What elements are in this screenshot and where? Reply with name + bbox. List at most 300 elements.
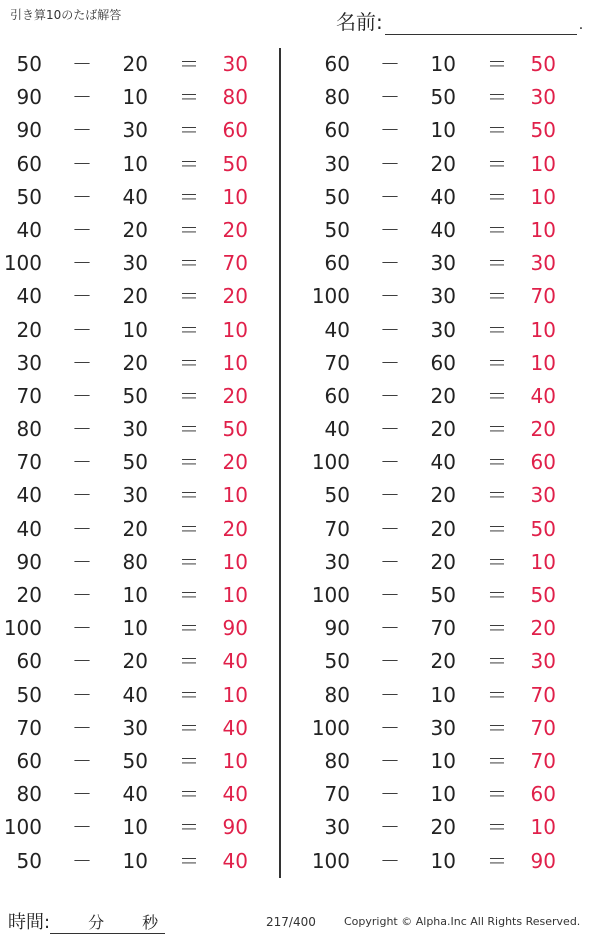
- minus-sign: －: [72, 184, 92, 209]
- minus-sign: －: [380, 85, 400, 110]
- problem-row: [0, 280, 270, 313]
- problem-row: [0, 81, 270, 114]
- minuend: 100: [311, 715, 350, 740]
- minus-sign: －: [72, 715, 92, 740]
- equals-sign: ＝: [487, 715, 507, 740]
- equals-sign: ＝: [179, 118, 199, 143]
- minus-sign: －: [380, 616, 400, 641]
- answer: 90: [530, 848, 556, 873]
- equals-sign: ＝: [487, 649, 507, 674]
- answer: 30: [222, 52, 248, 76]
- answer: 10: [530, 317, 556, 342]
- equals-sign: ＝: [487, 151, 507, 176]
- left-problem-column: [0, 48, 270, 878]
- subtrahend: 10: [122, 151, 148, 176]
- answer: 10: [530, 184, 556, 209]
- minus-sign: －: [72, 516, 92, 541]
- equals-sign: ＝: [179, 317, 199, 342]
- subtrahend: 30: [122, 118, 148, 143]
- minuend: 90: [324, 616, 350, 641]
- minus-sign: －: [380, 782, 400, 807]
- equals-sign: ＝: [179, 217, 199, 242]
- subtrahend: 20: [430, 383, 456, 408]
- subtrahend: 50: [122, 450, 148, 475]
- minuend: 100: [311, 450, 350, 475]
- problem-row: [0, 845, 270, 878]
- minuend: 70: [16, 715, 42, 740]
- problem-row: [308, 612, 578, 645]
- answer: 10: [222, 184, 248, 209]
- equals-sign: ＝: [179, 151, 199, 176]
- minus-sign: －: [72, 815, 92, 840]
- minuend: 100: [311, 583, 350, 607]
- problem-row: [0, 745, 270, 778]
- subtrahend: 30: [430, 284, 456, 309]
- equals-sign: ＝: [179, 549, 199, 574]
- minuend: 40: [16, 483, 42, 508]
- answer: 40: [222, 848, 248, 873]
- answer: 30: [530, 649, 556, 674]
- minus-sign: －: [72, 848, 92, 873]
- answer: 50: [222, 417, 248, 442]
- problem-row: [0, 612, 270, 645]
- minuend: 60: [324, 52, 350, 76]
- problem-row: [0, 479, 270, 512]
- subtrahend: 40: [122, 682, 148, 707]
- equals-sign: ＝: [179, 417, 199, 442]
- minuend: 100: [311, 284, 350, 309]
- minus-sign: －: [380, 450, 400, 475]
- equals-sign: ＝: [179, 848, 199, 873]
- problem-row: [308, 413, 578, 446]
- minuend: 80: [324, 85, 350, 110]
- minuend: 60: [16, 151, 42, 176]
- subtrahend: 30: [430, 715, 456, 740]
- equals-sign: ＝: [487, 450, 507, 475]
- problem-row: [308, 579, 578, 612]
- equals-sign: ＝: [487, 383, 507, 408]
- subtrahend: 20: [430, 483, 456, 508]
- minus-sign: －: [72, 284, 92, 309]
- minuend: 80: [16, 417, 42, 442]
- minuend: 100: [3, 251, 42, 276]
- page-number: 217/400: [266, 915, 316, 929]
- subtrahend: 30: [430, 251, 456, 276]
- problem-row: [0, 546, 270, 579]
- problem-row: [0, 645, 270, 678]
- problem-row: [0, 380, 270, 413]
- minuend: 60: [324, 383, 350, 408]
- minus-sign: －: [380, 350, 400, 375]
- problem-row: [0, 679, 270, 712]
- minus-sign: －: [380, 549, 400, 574]
- equals-sign: ＝: [487, 350, 507, 375]
- minuend: 100: [3, 815, 42, 840]
- minuend: 90: [16, 118, 42, 143]
- problem-row: [308, 778, 578, 811]
- answer: 70: [222, 251, 248, 276]
- equals-sign: ＝: [179, 450, 199, 475]
- problem-row: [0, 214, 270, 247]
- minuend: 70: [324, 782, 350, 807]
- minus-sign: －: [72, 317, 92, 342]
- minuend: 40: [16, 516, 42, 541]
- subtrahend: 40: [122, 184, 148, 209]
- subtrahend: 10: [122, 815, 148, 840]
- equals-sign: ＝: [487, 217, 507, 242]
- minus-sign: －: [72, 151, 92, 176]
- name-line: [385, 14, 577, 35]
- answer: 10: [530, 350, 556, 375]
- subtrahend: 20: [122, 649, 148, 674]
- problem-row: [0, 513, 270, 546]
- equals-sign: ＝: [179, 748, 199, 773]
- problem-row: [308, 446, 578, 479]
- problem-row: [308, 513, 578, 546]
- problem-row: [308, 811, 578, 844]
- minuend: 70: [16, 383, 42, 408]
- answer: 80: [222, 85, 248, 110]
- answer: 10: [222, 549, 248, 574]
- equals-sign: ＝: [487, 417, 507, 442]
- subtrahend: 30: [122, 417, 148, 442]
- subtrahend: 40: [430, 184, 456, 209]
- minus-sign: －: [72, 782, 92, 807]
- answer: 70: [530, 748, 556, 773]
- answer: 90: [222, 616, 248, 641]
- answer: 20: [222, 516, 248, 541]
- minus-sign: －: [380, 417, 400, 442]
- minuend: 60: [324, 118, 350, 143]
- problem-row: [0, 579, 270, 612]
- equals-sign: ＝: [487, 85, 507, 110]
- minus-sign: －: [72, 118, 92, 143]
- worksheet-title: 引き算10のたば解答: [10, 8, 122, 22]
- minuend: 60: [16, 649, 42, 674]
- answer: 40: [222, 782, 248, 807]
- subtrahend: 30: [122, 251, 148, 276]
- answer: 20: [222, 284, 248, 309]
- equals-sign: ＝: [179, 184, 199, 209]
- minus-sign: －: [72, 616, 92, 641]
- equals-sign: ＝: [487, 52, 507, 76]
- subtrahend: 10: [122, 616, 148, 641]
- answer: 60: [530, 450, 556, 475]
- problem-row: [308, 380, 578, 413]
- minus-sign: －: [380, 483, 400, 508]
- minuend: 60: [324, 251, 350, 276]
- name-field: [336, 6, 583, 35]
- minuend: 50: [324, 649, 350, 674]
- equals-sign: ＝: [487, 682, 507, 707]
- answer: 50: [222, 151, 248, 176]
- subtrahend: 50: [122, 748, 148, 773]
- minus-sign: －: [72, 748, 92, 773]
- equals-sign: ＝: [487, 516, 507, 541]
- problem-row: [308, 114, 578, 147]
- problem-row: [308, 81, 578, 114]
- minuend: 70: [324, 516, 350, 541]
- equals-sign: ＝: [179, 616, 199, 641]
- problem-row: [308, 214, 578, 247]
- problem-row: [308, 546, 578, 579]
- answer: 40: [222, 649, 248, 674]
- minus-sign: －: [380, 682, 400, 707]
- minuend: 100: [311, 848, 350, 873]
- column-divider: [279, 48, 281, 878]
- minuend: 50: [324, 184, 350, 209]
- equals-sign: ＝: [487, 251, 507, 276]
- equals-sign: ＝: [179, 715, 199, 740]
- minus-sign: －: [72, 450, 92, 475]
- minuend: 50: [16, 184, 42, 209]
- minus-sign: －: [380, 151, 400, 176]
- equals-sign: ＝: [487, 748, 507, 773]
- problem-row: [0, 446, 270, 479]
- equals-sign: ＝: [487, 782, 507, 807]
- minuend: 40: [324, 317, 350, 342]
- minus-sign: －: [72, 549, 92, 574]
- problem-row: [308, 645, 578, 678]
- minuend: 70: [16, 450, 42, 475]
- subtrahend: 10: [122, 317, 148, 342]
- minuend: 60: [16, 748, 42, 773]
- subtrahend: 10: [430, 52, 456, 76]
- subtrahend: 20: [122, 217, 148, 242]
- time-field: [8, 908, 165, 934]
- equals-sign: ＝: [179, 516, 199, 541]
- minus-sign: －: [72, 383, 92, 408]
- subtrahend: 30: [122, 483, 148, 508]
- equals-sign: ＝: [179, 284, 199, 309]
- minus-sign: －: [72, 350, 92, 375]
- minus-sign: －: [72, 251, 92, 276]
- minus-sign: －: [72, 583, 92, 607]
- minuend: 30: [324, 549, 350, 574]
- minuend: 40: [16, 217, 42, 242]
- name-dot: .: [578, 17, 584, 33]
- problem-row: [0, 181, 270, 214]
- minuend: 40: [324, 417, 350, 442]
- equals-sign: ＝: [487, 284, 507, 309]
- answer: 30: [530, 251, 556, 276]
- minus-sign: －: [380, 583, 400, 607]
- equals-sign: ＝: [487, 483, 507, 508]
- subtrahend: 10: [122, 848, 148, 873]
- equals-sign: ＝: [179, 682, 199, 707]
- minus-sign: －: [380, 815, 400, 840]
- right-problem-column: [308, 48, 578, 878]
- minuend: 50: [324, 217, 350, 242]
- answer: 50: [530, 583, 556, 607]
- subtrahend: 40: [430, 217, 456, 242]
- minuend: 30: [16, 350, 42, 375]
- problem-row: [308, 48, 578, 81]
- subtrahend: 20: [430, 151, 456, 176]
- answer: 60: [530, 782, 556, 807]
- equals-sign: ＝: [487, 616, 507, 641]
- minuend: 20: [16, 317, 42, 342]
- minuend: 80: [324, 748, 350, 773]
- problem-row: [308, 745, 578, 778]
- equals-sign: ＝: [179, 85, 199, 110]
- equals-sign: ＝: [179, 649, 199, 674]
- problem-row: [0, 148, 270, 181]
- subtrahend: 20: [122, 284, 148, 309]
- name-label: 名前:: [336, 10, 383, 34]
- minus-sign: －: [380, 748, 400, 773]
- problem-row: [308, 712, 578, 745]
- answer: 10: [222, 748, 248, 773]
- equals-sign: ＝: [487, 815, 507, 840]
- subtrahend: 20: [122, 52, 148, 76]
- minus-sign: －: [380, 516, 400, 541]
- minuend: 80: [16, 782, 42, 807]
- problem-row: [308, 181, 578, 214]
- problem-row: [0, 778, 270, 811]
- subtrahend: 50: [430, 583, 456, 607]
- equals-sign: ＝: [487, 317, 507, 342]
- minuend: 70: [324, 350, 350, 375]
- answer: 10: [222, 350, 248, 375]
- answer: 60: [222, 118, 248, 143]
- problem-row: [308, 280, 578, 313]
- answer: 70: [530, 682, 556, 707]
- subtrahend: 40: [122, 782, 148, 807]
- minus-sign: －: [72, 217, 92, 242]
- subtrahend: 70: [430, 616, 456, 641]
- copyright: Copyright © Alpha.Inc All Rights Reserved.: [344, 915, 581, 928]
- minus-sign: －: [380, 649, 400, 674]
- minus-sign: －: [72, 682, 92, 707]
- subtrahend: 80: [122, 549, 148, 574]
- subtrahend: 10: [122, 583, 148, 607]
- subtrahend: 20: [430, 815, 456, 840]
- problem-row: [308, 845, 578, 878]
- equals-sign: ＝: [487, 848, 507, 873]
- answer: 50: [530, 516, 556, 541]
- minuend: 20: [16, 583, 42, 607]
- answer: 10: [530, 549, 556, 574]
- answer: 20: [222, 383, 248, 408]
- equals-sign: ＝: [179, 815, 199, 840]
- answer: 70: [530, 715, 556, 740]
- equals-sign: ＝: [487, 184, 507, 209]
- answer: 20: [530, 616, 556, 641]
- answer: 50: [530, 52, 556, 76]
- problem-row: [308, 479, 578, 512]
- problem-row: [308, 314, 578, 347]
- minus-sign: －: [380, 251, 400, 276]
- answer: 20: [222, 450, 248, 475]
- answer: 10: [222, 682, 248, 707]
- equals-sign: ＝: [179, 52, 199, 76]
- subtrahend: 60: [430, 350, 456, 375]
- minus-sign: －: [380, 184, 400, 209]
- answer: 40: [222, 715, 248, 740]
- time-line: [50, 915, 165, 934]
- minuend: 30: [324, 151, 350, 176]
- subtrahend: 40: [430, 450, 456, 475]
- problem-row: [308, 148, 578, 181]
- answer: 40: [530, 383, 556, 408]
- time-label: 時間:: [8, 912, 51, 933]
- subtrahend: 50: [430, 85, 456, 110]
- problem-row: [0, 811, 270, 844]
- problem-row: [0, 347, 270, 380]
- subtrahend: 20: [122, 516, 148, 541]
- minutes-label: 分: [88, 913, 105, 932]
- equals-sign: ＝: [487, 549, 507, 574]
- problem-row: [0, 114, 270, 147]
- minuend: 50: [324, 483, 350, 508]
- minus-sign: －: [380, 317, 400, 342]
- problem-row: [308, 247, 578, 280]
- problem-row: [308, 347, 578, 380]
- answer: 10: [222, 583, 248, 607]
- minus-sign: －: [380, 383, 400, 408]
- subtrahend: 10: [430, 748, 456, 773]
- subtrahend: 10: [430, 848, 456, 873]
- minus-sign: －: [72, 649, 92, 674]
- minus-sign: －: [72, 85, 92, 110]
- minuend: 50: [16, 52, 42, 76]
- minus-sign: －: [380, 217, 400, 242]
- minuend: 80: [324, 682, 350, 707]
- equals-sign: ＝: [179, 583, 199, 607]
- equals-sign: ＝: [179, 251, 199, 276]
- problem-row: [0, 413, 270, 446]
- answer: 10: [530, 151, 556, 176]
- equals-sign: ＝: [487, 118, 507, 143]
- minuend: 50: [16, 848, 42, 873]
- subtrahend: 10: [430, 682, 456, 707]
- subtrahend: 20: [430, 649, 456, 674]
- answer: 10: [222, 483, 248, 508]
- answer: 50: [530, 118, 556, 143]
- answer: 20: [530, 417, 556, 442]
- minus-sign: －: [380, 118, 400, 143]
- equals-sign: ＝: [179, 483, 199, 508]
- subtrahend: 10: [430, 118, 456, 143]
- minus-sign: －: [380, 52, 400, 76]
- minus-sign: －: [72, 483, 92, 508]
- subtrahend: 30: [122, 715, 148, 740]
- minuend: 30: [324, 815, 350, 840]
- subtrahend: 50: [122, 383, 148, 408]
- minuend: 100: [3, 616, 42, 641]
- answer: 30: [530, 85, 556, 110]
- subtrahend: 10: [122, 85, 148, 110]
- minuend: 90: [16, 85, 42, 110]
- answer: 10: [530, 217, 556, 242]
- subtrahend: 30: [430, 317, 456, 342]
- minuend: 90: [16, 549, 42, 574]
- subtrahend: 20: [430, 549, 456, 574]
- answer: 70: [530, 284, 556, 309]
- subtrahend: 10: [430, 782, 456, 807]
- answer: 10: [222, 317, 248, 342]
- equals-sign: ＝: [179, 383, 199, 408]
- answer: 10: [530, 815, 556, 840]
- minus-sign: －: [380, 715, 400, 740]
- minus-sign: －: [72, 52, 92, 76]
- problem-row: [0, 314, 270, 347]
- answer: 90: [222, 815, 248, 840]
- problem-row: [308, 679, 578, 712]
- minuend: 50: [16, 682, 42, 707]
- minus-sign: －: [380, 284, 400, 309]
